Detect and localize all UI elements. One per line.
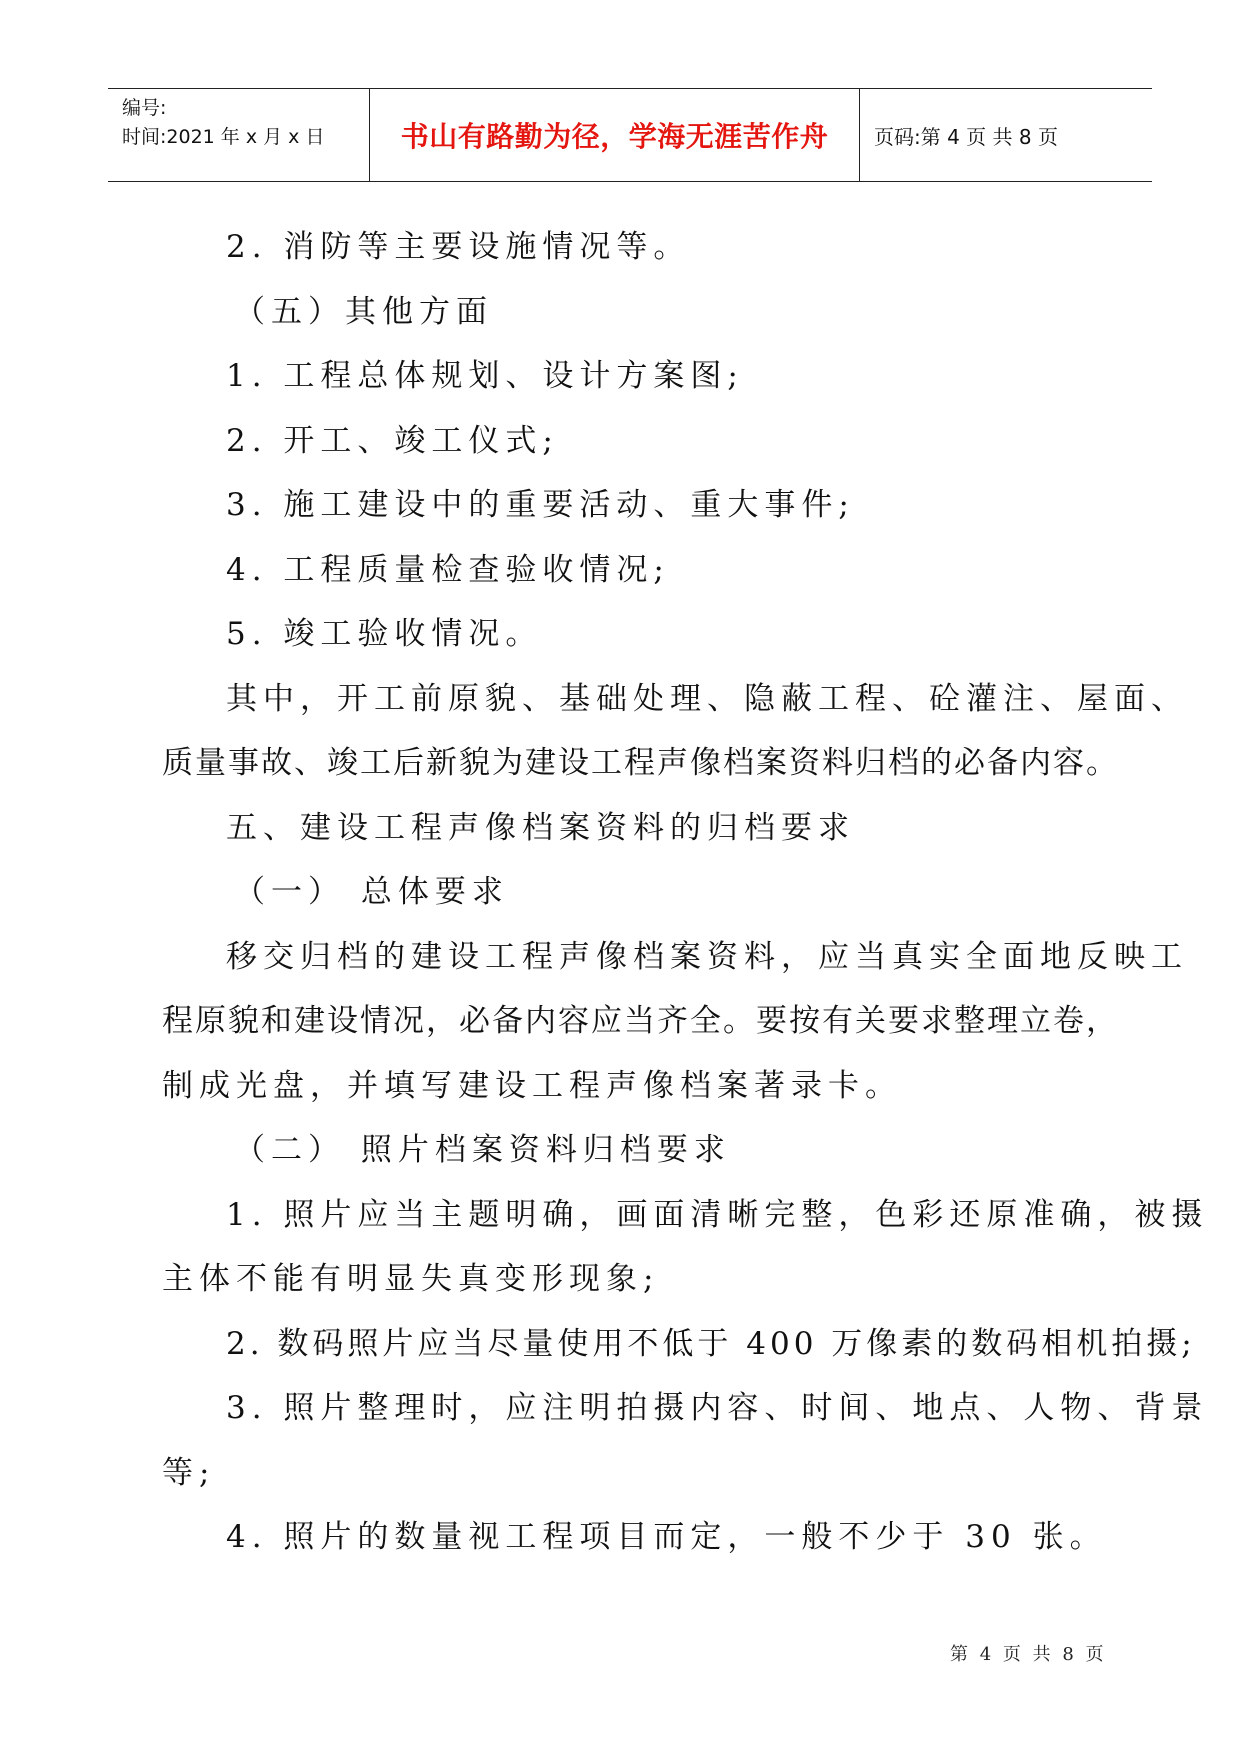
document-header	[108, 88, 1152, 182]
section-heading: 五、建设工程声像档案资料的归档要求	[226, 809, 855, 846]
paragraph: 2. 数码照片应当尽量使用不低于 400 万像素的数码相机拍摄;	[226, 1325, 1196, 1362]
paragraph: 4. 工程质量检查验收情况;	[226, 551, 670, 588]
paragraph: 程原貌和建设情况，必备内容应当齐全。要按有关要求整理立卷，	[162, 1003, 1119, 1039]
paragraph: 移交归档的建设工程声像档案资料，应当真实全面地反映工	[226, 938, 1188, 975]
paragraph: 1. 照片应当主题明确，画面清晰完整，色彩还原准确，被摄	[226, 1196, 1209, 1233]
section-heading: （二） 照片档案资料归档要求	[234, 1132, 731, 1168]
paragraph: 1. 工程总体规划、设计方案图;	[226, 358, 744, 394]
motto: 书山有路勤为径，学海无涯苦作舟	[400, 120, 829, 153]
time-label: 时间:2021 年 x 月 x 日	[122, 126, 325, 148]
paragraph: 3. 照片整理时，应注明拍摄内容、时间、地点、人物、背景	[226, 1390, 1209, 1426]
page-footer: 第 4 页 共 8 页	[950, 1644, 1107, 1665]
paragraph: 主体不能有明显失真变形现象;	[162, 1261, 660, 1297]
document-body	[162, 215, 1209, 1570]
paragraph: 制成光盘，并填写建设工程声像档案著录卡。	[162, 1067, 902, 1104]
header-meta-cell	[108, 89, 370, 181]
section-heading: （一） 总体要求	[234, 874, 509, 910]
paragraph: 4. 照片的数量视工程项目而定，一般不少于 30 张。	[226, 1519, 1107, 1555]
header-page-cell	[860, 89, 1152, 181]
page-info: 页码:第 4 页 共 8 页	[874, 124, 1058, 149]
number-label: 编号:	[122, 97, 167, 119]
paragraph: 质量事故、竣工后新貌为建设工程声像档案资料归档的必备内容。	[162, 745, 1119, 781]
paragraph: 其中，开工前原貌、基础处理、隐蔽工程、砼灌注、屋面、	[226, 680, 1188, 717]
paragraph: 5. 竣工验收情况。	[226, 616, 543, 652]
paragraph: 2. 消防等主要设施情况等。	[226, 229, 691, 265]
header-motto-cell	[370, 89, 860, 181]
paragraph: 2. 开工、竣工仪式;	[226, 422, 559, 459]
paragraph: 等;	[162, 1454, 216, 1491]
paragraph: 3. 施工建设中的重要活动、重大事件;	[226, 487, 855, 523]
section-heading: （五）其他方面	[234, 293, 493, 330]
